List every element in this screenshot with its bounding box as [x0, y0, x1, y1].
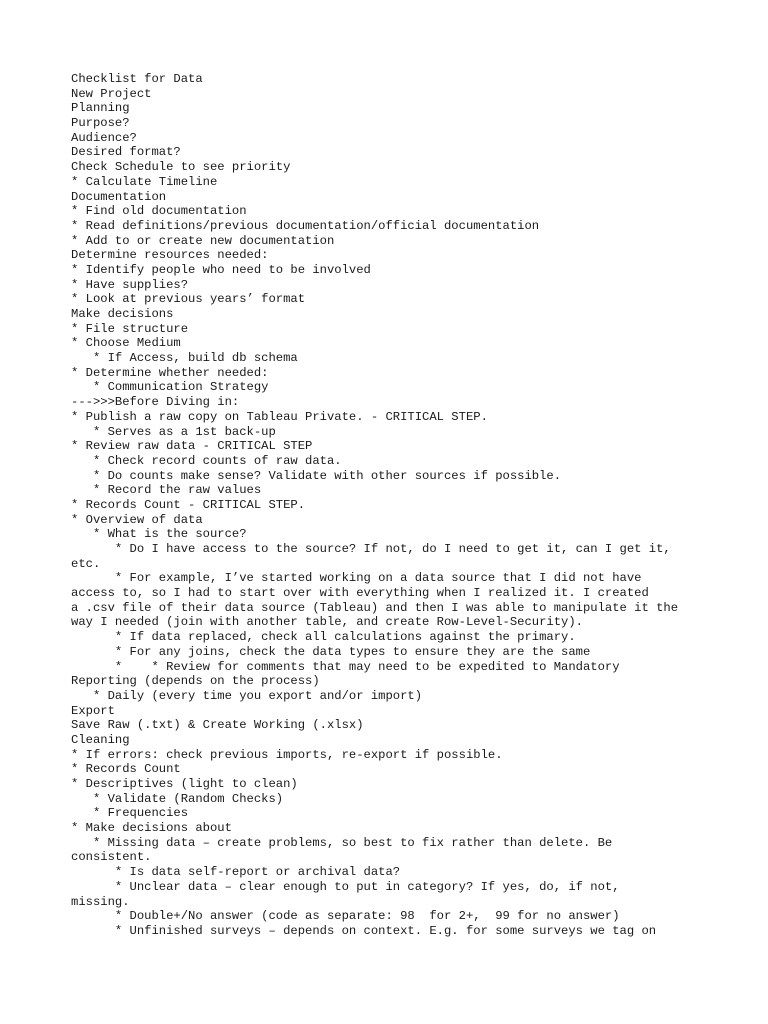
- text-line: Reporting (depends on the process): [71, 674, 320, 689]
- text-line: * If errors: check previous imports, re-export if possible.: [71, 747, 503, 762]
- text-line: * What is the source?: [71, 527, 247, 542]
- text-line: Checklist for Data: [71, 72, 203, 86]
- text-line: * Missing data – create problems, so best to fix rather than delete. Be: [71, 835, 613, 850]
- text-line: * Overview of data: [71, 512, 203, 527]
- text-line: * Do I have access to the source? If not, do I need to get it, can I get it,: [71, 542, 671, 556]
- text-line: * Daily (every time you export and/or import): [71, 688, 423, 703]
- text-line: * Add to or create new documentation: [71, 233, 335, 248]
- text-line: * If Access, build db schema: [71, 351, 298, 366]
- text-line: way I needed (join with another table, and create Row-Level-Security).: [71, 615, 583, 630]
- text-line: missing.: [71, 894, 130, 909]
- text-line: consistent.: [71, 850, 152, 865]
- text-line: Audience?: [71, 130, 137, 145]
- text-line: Desired format?: [71, 145, 181, 160]
- text-line: * Frequencies: [71, 806, 189, 821]
- text-line: * Validate (Random Checks): [71, 791, 284, 806]
- text-line: * Records Count - CRITICAL STEP.: [71, 497, 306, 512]
- text-line: a .csv file of their data source (Tableau) and then I was able to manipulate it the: [71, 600, 679, 615]
- text-line: * * Review for comments that may need to be expedited to Mandatory: [71, 659, 620, 674]
- text-line: * Is data self-report or archival data?: [71, 865, 401, 880]
- text-line: * For any joins, check the data types to ensure they are the same: [71, 644, 591, 659]
- text-line: * Read definitions/previous documentation/official documentation: [71, 218, 540, 233]
- text-line: * Make decisions about: [71, 821, 232, 836]
- text-line: * Do counts make sense? Validate with other sources if possible.: [71, 468, 562, 483]
- text-line: Cleaning: [71, 732, 130, 747]
- text-line: * Have supplies?: [71, 277, 189, 292]
- text-line: * Choose Medium: [71, 336, 181, 351]
- text-line: * File structure: [71, 321, 189, 336]
- text-line: * Serves as a 1st back-up: [71, 424, 276, 439]
- text-line: * Look at previous years’ format: [71, 292, 306, 307]
- text-line: * Identify people who need to be involved: [71, 262, 371, 277]
- text-line: Export: [71, 703, 115, 718]
- text-line: * Descriptives (light to clean): [71, 777, 298, 791]
- text-line: Purpose?: [71, 116, 130, 131]
- text-line: New Project: [71, 86, 152, 101]
- text-line: * Records Count: [71, 762, 181, 777]
- text-line: Documentation: [71, 189, 167, 204]
- text-line: Check Schedule to see priority: [71, 160, 291, 175]
- text-line: * Check record counts of raw data.: [71, 453, 342, 468]
- text-line: Make decisions: [71, 307, 174, 321]
- text-line: * Double+/No answer (code as separate: 98 for 2+, 99 for no answer): [71, 909, 620, 924]
- text-line: Planning: [71, 101, 130, 116]
- text-line: * Calculate Timeline: [71, 174, 218, 189]
- text-line: * Communication Strategy: [71, 380, 269, 395]
- text-line: * Unclear data – clear enough to put in category? If yes, do, if not,: [71, 879, 620, 894]
- document-body: [71, 72, 711, 939]
- text-line: * Review raw data - CRITICAL STEP: [71, 439, 313, 454]
- text-line: * Record the raw values: [71, 483, 262, 498]
- text-line: etc.: [71, 556, 101, 571]
- text-line: * Find old documentation: [71, 204, 247, 219]
- text-line: * Determine whether needed:: [71, 365, 269, 380]
- text-line: Save Raw (.txt) & Create Working (.xlsx): [71, 718, 364, 733]
- text-line: * Unfinished surveys – depends on context. E.g. for some surveys we tag on: [71, 923, 657, 938]
- text-line: * For example, I’ve started working on a data source that I did not have: [71, 571, 642, 586]
- text-line: * Publish a raw copy on Tableau Private. - CRITICAL STEP.: [71, 409, 488, 424]
- text-line: * If data replaced, check all calculations against the primary.: [71, 630, 576, 645]
- text-line: --->>>Before Diving in:: [71, 395, 240, 410]
- text-line: access to, so I had to start over with everything when I realized it. I created: [71, 586, 649, 601]
- text-line: Determine resources needed:: [71, 248, 269, 263]
